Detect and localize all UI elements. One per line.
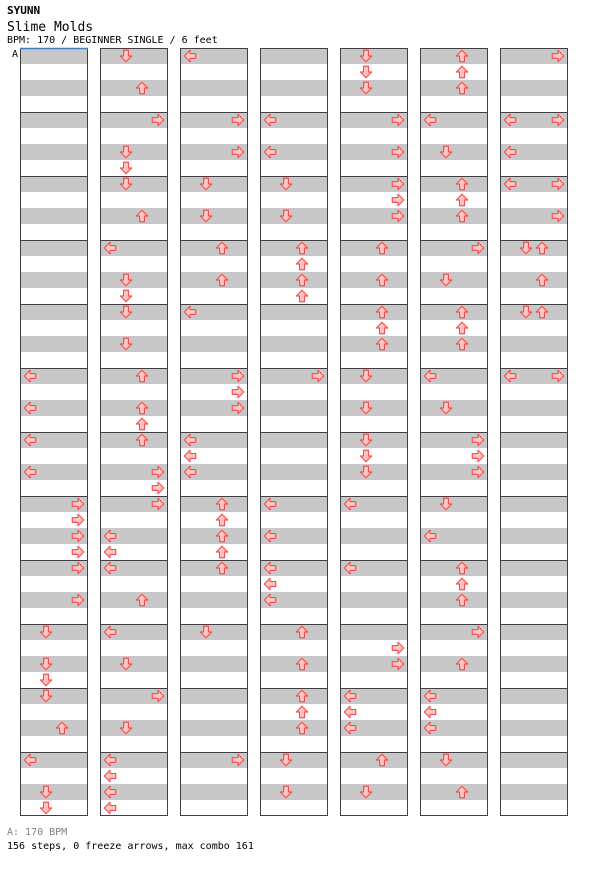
beat-band xyxy=(340,768,408,784)
beat-band xyxy=(100,224,168,240)
beat-band xyxy=(20,48,88,64)
beat-band xyxy=(500,800,568,816)
chart-info: BPM: 170 / BEGINNER SINGLE / 6 feet xyxy=(7,35,218,46)
beat-band xyxy=(340,736,408,752)
beat-band xyxy=(420,560,488,576)
beat-band xyxy=(180,608,248,624)
bpm-change-label: A xyxy=(12,49,19,60)
beat-band xyxy=(500,480,568,496)
beat-band xyxy=(180,208,248,224)
beat-band xyxy=(420,512,488,528)
beat-band xyxy=(180,496,248,512)
beat-band xyxy=(500,160,568,176)
beat-band xyxy=(420,224,488,240)
beat-band xyxy=(340,352,408,368)
beat-band xyxy=(100,512,168,528)
beat-band xyxy=(340,416,408,432)
beat-band xyxy=(340,48,408,64)
beat-band xyxy=(500,672,568,688)
beat-band xyxy=(500,576,568,592)
beat-band xyxy=(340,128,408,144)
beat-band xyxy=(20,128,88,144)
beat-band xyxy=(180,320,248,336)
beat-band xyxy=(340,624,408,640)
beat-band xyxy=(340,320,408,336)
beat-band xyxy=(20,112,88,128)
beat-band xyxy=(500,384,568,400)
beat-band xyxy=(20,384,88,400)
beat-band xyxy=(180,128,248,144)
beat-band xyxy=(500,80,568,96)
beat-band xyxy=(180,592,248,608)
beat-band xyxy=(260,80,328,96)
beat-band xyxy=(420,672,488,688)
beat-band xyxy=(260,688,328,704)
beat-band xyxy=(260,352,328,368)
beat-band xyxy=(180,640,248,656)
beat-band xyxy=(180,96,248,112)
beat-band xyxy=(500,528,568,544)
beat-band xyxy=(180,800,248,816)
beat-band xyxy=(180,336,248,352)
beat-band xyxy=(420,48,488,64)
beat-band xyxy=(20,336,88,352)
beat-band xyxy=(260,192,328,208)
beat-band xyxy=(180,736,248,752)
beat-band xyxy=(340,272,408,288)
beat-band xyxy=(500,560,568,576)
beat-band xyxy=(340,544,408,560)
beat-band xyxy=(20,720,88,736)
beat-band xyxy=(20,672,88,688)
beat-band xyxy=(420,736,488,752)
artist-name: SYUNN xyxy=(7,4,41,17)
beat-band xyxy=(500,416,568,432)
beat-band xyxy=(420,96,488,112)
beat-band xyxy=(340,160,408,176)
beat-band xyxy=(180,560,248,576)
beat-band xyxy=(100,48,168,64)
beat-band xyxy=(420,656,488,672)
chart-column xyxy=(180,48,248,816)
beat-band xyxy=(20,80,88,96)
beat-band xyxy=(260,160,328,176)
beat-band xyxy=(260,416,328,432)
beat-band xyxy=(420,352,488,368)
beat-band xyxy=(180,544,248,560)
beat-band xyxy=(100,720,168,736)
beat-band xyxy=(420,304,488,320)
beat-band xyxy=(100,320,168,336)
beat-band xyxy=(20,480,88,496)
beat-band xyxy=(180,160,248,176)
beat-band xyxy=(180,480,248,496)
beat-band xyxy=(500,544,568,560)
beat-band xyxy=(420,496,488,512)
song-title: Slime Molds xyxy=(7,20,94,35)
beat-band xyxy=(260,768,328,784)
beat-band xyxy=(100,608,168,624)
beat-band xyxy=(420,320,488,336)
beat-band xyxy=(100,160,168,176)
beat-band xyxy=(180,528,248,544)
beat-band xyxy=(180,688,248,704)
beat-band xyxy=(340,432,408,448)
beat-band xyxy=(180,720,248,736)
beat-band xyxy=(260,288,328,304)
beat-band xyxy=(420,128,488,144)
chart-column xyxy=(20,48,88,816)
beat-band xyxy=(420,144,488,160)
beat-band xyxy=(20,144,88,160)
beat-band xyxy=(340,240,408,256)
beat-band xyxy=(100,128,168,144)
beat-band xyxy=(100,384,168,400)
beat-band xyxy=(100,656,168,672)
beat-band xyxy=(100,432,168,448)
beat-band xyxy=(500,240,568,256)
beat-band xyxy=(500,224,568,240)
beat-band xyxy=(420,256,488,272)
beat-band xyxy=(100,288,168,304)
beat-band xyxy=(20,608,88,624)
beat-band xyxy=(340,96,408,112)
chart-column xyxy=(260,48,328,816)
beat-band xyxy=(420,272,488,288)
beat-band xyxy=(260,784,328,800)
beat-band xyxy=(340,448,408,464)
beat-band xyxy=(180,256,248,272)
beat-band xyxy=(20,256,88,272)
beat-band xyxy=(340,592,408,608)
beat-band xyxy=(20,192,88,208)
beat-band xyxy=(20,656,88,672)
beat-band xyxy=(180,80,248,96)
beat-band xyxy=(340,752,408,768)
beat-band xyxy=(340,800,408,816)
beat-band xyxy=(180,656,248,672)
beat-band xyxy=(340,576,408,592)
beat-band xyxy=(500,736,568,752)
beat-band xyxy=(340,256,408,272)
beat-band xyxy=(180,192,248,208)
beat-band xyxy=(260,512,328,528)
beat-band xyxy=(260,608,328,624)
beat-band xyxy=(100,368,168,384)
beat-band xyxy=(420,288,488,304)
beat-band xyxy=(500,640,568,656)
beat-band xyxy=(180,64,248,80)
beat-band xyxy=(260,720,328,736)
beat-band xyxy=(20,240,88,256)
beat-band xyxy=(260,384,328,400)
beat-band xyxy=(100,336,168,352)
beat-band xyxy=(340,384,408,400)
beat-band xyxy=(20,736,88,752)
beat-band xyxy=(420,768,488,784)
beat-band xyxy=(260,208,328,224)
beat-band xyxy=(420,416,488,432)
beat-band xyxy=(100,672,168,688)
chart-column xyxy=(500,48,568,816)
beat-band xyxy=(20,224,88,240)
chart-footer xyxy=(7,826,254,854)
beat-band xyxy=(340,80,408,96)
beat-band xyxy=(100,256,168,272)
beat-band xyxy=(20,64,88,80)
beat-band xyxy=(420,208,488,224)
beat-band xyxy=(500,512,568,528)
beat-band xyxy=(340,672,408,688)
beat-band xyxy=(20,688,88,704)
beat-band xyxy=(500,624,568,640)
beat-band xyxy=(180,240,248,256)
beat-band xyxy=(20,176,88,192)
beat-band xyxy=(500,96,568,112)
beat-band xyxy=(20,704,88,720)
beat-band xyxy=(340,64,408,80)
beat-band xyxy=(420,592,488,608)
beat-band xyxy=(500,448,568,464)
beat-band xyxy=(260,640,328,656)
beat-band xyxy=(20,272,88,288)
beat-band xyxy=(420,752,488,768)
beat-band xyxy=(180,512,248,528)
beat-band xyxy=(260,320,328,336)
beat-band xyxy=(340,368,408,384)
beat-band xyxy=(260,96,328,112)
beat-band xyxy=(100,704,168,720)
beat-band xyxy=(340,288,408,304)
beat-band xyxy=(100,304,168,320)
beat-band xyxy=(260,432,328,448)
beat-band xyxy=(100,640,168,656)
beat-band xyxy=(180,624,248,640)
beat-band xyxy=(500,784,568,800)
beat-band xyxy=(500,192,568,208)
beat-band xyxy=(20,208,88,224)
beat-band xyxy=(420,608,488,624)
beat-band xyxy=(500,592,568,608)
beat-band xyxy=(20,448,88,464)
beat-band xyxy=(180,416,248,432)
beat-band xyxy=(20,640,88,656)
bpm-legend: A: 170 BPM xyxy=(7,827,68,838)
beat-band xyxy=(340,512,408,528)
beat-band xyxy=(420,544,488,560)
beat-band xyxy=(500,496,568,512)
beat-band xyxy=(340,400,408,416)
beat-band xyxy=(180,576,248,592)
beat-band xyxy=(100,448,168,464)
beat-band xyxy=(500,656,568,672)
beat-band xyxy=(500,768,568,784)
beat-band xyxy=(260,400,328,416)
beat-band xyxy=(260,704,328,720)
beat-band xyxy=(260,480,328,496)
beat-band xyxy=(20,800,88,816)
beat-band xyxy=(500,128,568,144)
beat-band xyxy=(340,464,408,480)
beat-band xyxy=(420,784,488,800)
beat-band xyxy=(20,96,88,112)
beat-band xyxy=(20,624,88,640)
beat-band xyxy=(100,272,168,288)
beat-band xyxy=(500,272,568,288)
beat-band xyxy=(260,176,328,192)
beat-band xyxy=(20,160,88,176)
beat-band xyxy=(260,64,328,80)
beat-band xyxy=(20,416,88,432)
beat-band xyxy=(340,336,408,352)
beat-band xyxy=(500,704,568,720)
beat-band xyxy=(500,304,568,320)
beat-band xyxy=(500,400,568,416)
beat-band xyxy=(180,768,248,784)
beat-band xyxy=(180,224,248,240)
beat-band xyxy=(260,272,328,288)
beat-band xyxy=(20,784,88,800)
beat-band xyxy=(500,720,568,736)
beat-band xyxy=(500,688,568,704)
beat-band xyxy=(100,64,168,80)
beat-band xyxy=(500,288,568,304)
beat-band xyxy=(500,432,568,448)
beat-band xyxy=(180,672,248,688)
beat-band xyxy=(20,576,88,592)
beat-band xyxy=(500,752,568,768)
beat-band xyxy=(180,784,248,800)
beat-band xyxy=(500,336,568,352)
beat-band xyxy=(340,480,408,496)
beat-band xyxy=(260,464,328,480)
beat-band xyxy=(500,320,568,336)
beat-band xyxy=(180,272,248,288)
beat-band xyxy=(260,256,328,272)
beat-band xyxy=(340,304,408,320)
beat-band xyxy=(420,160,488,176)
beat-band xyxy=(260,800,328,816)
beat-band xyxy=(260,240,328,256)
beat-band xyxy=(100,80,168,96)
beat-band xyxy=(100,592,168,608)
beat-band xyxy=(100,576,168,592)
beat-band xyxy=(100,176,168,192)
beat-band xyxy=(260,736,328,752)
beat-band xyxy=(180,704,248,720)
beat-band xyxy=(100,96,168,112)
beat-band xyxy=(500,464,568,480)
beat-band xyxy=(260,672,328,688)
beat-band xyxy=(180,352,248,368)
beat-band xyxy=(20,352,88,368)
beat-band xyxy=(180,288,248,304)
beat-band xyxy=(100,208,168,224)
beat-band xyxy=(420,192,488,208)
beat-band xyxy=(260,656,328,672)
beat-band xyxy=(100,736,168,752)
beat-band xyxy=(100,352,168,368)
beat-band xyxy=(420,336,488,352)
beat-band xyxy=(260,624,328,640)
beat-band xyxy=(420,176,488,192)
step-summary: 156 steps, 0 freeze arrows, max combo 161 xyxy=(7,841,254,852)
beat-band xyxy=(420,400,488,416)
beat-band xyxy=(500,256,568,272)
beat-band xyxy=(420,576,488,592)
beat-band xyxy=(340,528,408,544)
beat-band xyxy=(340,784,408,800)
beat-band xyxy=(260,544,328,560)
beat-band xyxy=(100,192,168,208)
beat-band xyxy=(100,416,168,432)
beat-band xyxy=(100,144,168,160)
beat-band xyxy=(20,304,88,320)
beat-band xyxy=(340,224,408,240)
beat-band xyxy=(260,224,328,240)
beat-band xyxy=(260,128,328,144)
beat-band xyxy=(420,80,488,96)
beat-band xyxy=(100,400,168,416)
beat-band xyxy=(260,304,328,320)
beat-band xyxy=(500,352,568,368)
beat-band xyxy=(500,64,568,80)
beat-band xyxy=(20,288,88,304)
beat-band xyxy=(260,448,328,464)
beat-band xyxy=(420,640,488,656)
beat-band xyxy=(20,320,88,336)
beat-band xyxy=(420,64,488,80)
beat-band xyxy=(420,800,488,816)
beat-band xyxy=(260,48,328,64)
beat-band xyxy=(180,176,248,192)
beat-band xyxy=(420,384,488,400)
beat-band xyxy=(340,608,408,624)
beat-band xyxy=(260,752,328,768)
beat-band xyxy=(260,336,328,352)
beat-band xyxy=(500,608,568,624)
beat-band xyxy=(420,480,488,496)
beat-band xyxy=(20,768,88,784)
